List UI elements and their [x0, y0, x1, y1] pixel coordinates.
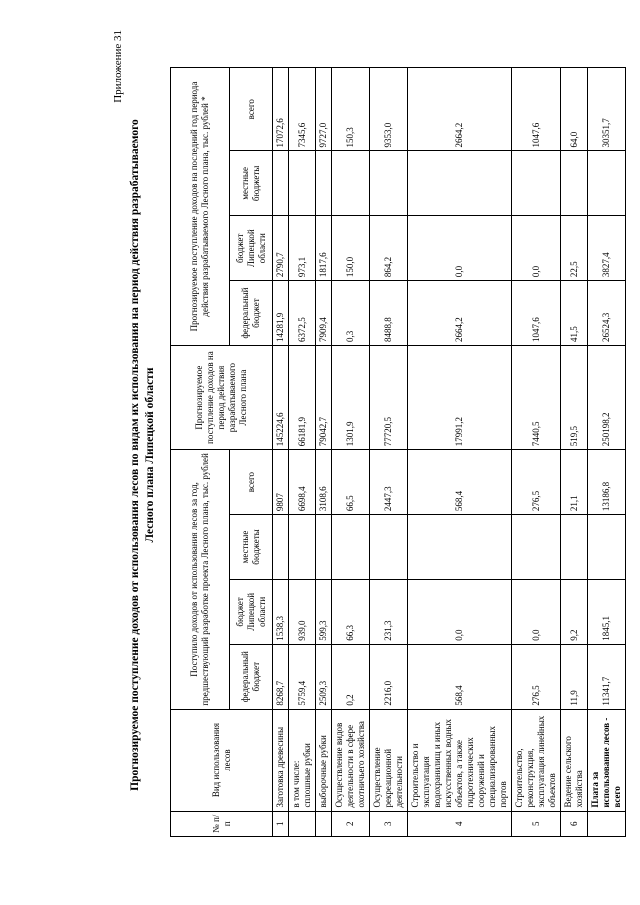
row-value [561, 151, 588, 216]
row-value: 0,3 [332, 281, 370, 346]
row-value: 66,3 [332, 579, 370, 644]
table-row [561, 68, 588, 837]
row-kind: в том числе: сплошные рубки [289, 709, 316, 811]
row-value: 9353,0 [370, 68, 408, 151]
row-value: 7440,5 [512, 346, 561, 450]
header-group-last: Прогнозируемое поступление доходов на последний год периода действия разрабатываемого Лесного плана, тыс. рублей * [171, 68, 230, 346]
header-group-prev: Поступило доходов от использования лесов за год, предшествующий разработке проекта Лесного плана, тыс. рублей [171, 450, 230, 709]
row-value: 5759,4 [289, 644, 316, 709]
row-value: 2216,0 [370, 644, 408, 709]
row-value: 1538,3 [273, 579, 289, 644]
row-value: 0,0 [512, 216, 561, 281]
row-value: 2664,2 [408, 68, 512, 151]
row-number: 5 [512, 811, 561, 836]
row-number [588, 811, 626, 836]
table-row [588, 68, 626, 837]
row-value: 77720,5 [370, 346, 408, 450]
header-total: всего [230, 450, 273, 515]
row-value: 2447,3 [370, 450, 408, 515]
header-regional: бюджет Липецкой области [230, 216, 273, 281]
row-value: 568,4 [408, 644, 512, 709]
page-title [128, 75, 158, 835]
row-value [316, 151, 332, 216]
row-value: 0,0 [408, 216, 512, 281]
row-value: 9807 [273, 450, 289, 515]
row-value: 3108,6 [316, 450, 332, 515]
row-value: 2509,3 [316, 644, 332, 709]
row-value: 6372,5 [289, 281, 316, 346]
row-number: 1 [273, 811, 289, 836]
header-num: № п/п [171, 811, 273, 836]
row-value [273, 151, 289, 216]
header-total: всего [230, 68, 273, 151]
row-value: 250198,2 [588, 346, 626, 450]
row-value: 1817,6 [316, 216, 332, 281]
row-value: 276,5 [512, 450, 561, 515]
row-value [512, 515, 561, 580]
row-kind: Осуществление рекреационной деятельности [370, 709, 408, 811]
row-value: 0,0 [512, 579, 561, 644]
row-value [561, 515, 588, 580]
row-value: 864,2 [370, 216, 408, 281]
row-value [289, 151, 316, 216]
table-row [273, 68, 289, 837]
row-value: 79042,7 [316, 346, 332, 450]
row-value: 8488,8 [370, 281, 408, 346]
row-kind: Плата за использование лесов - всего [588, 709, 626, 811]
row-value: 21,1 [561, 450, 588, 515]
row-value: 599,3 [316, 579, 332, 644]
row-value [588, 151, 626, 216]
row-number [289, 811, 316, 836]
revenue-table [170, 67, 626, 837]
row-value: 150,0 [332, 216, 370, 281]
row-value [332, 151, 370, 216]
row-value: 231,3 [370, 579, 408, 644]
row-kind: Ведение сельского хозяйства [561, 709, 588, 811]
row-value: 519,5 [561, 346, 588, 450]
row-value: 9727,0 [316, 68, 332, 151]
table-row [370, 68, 408, 837]
table-row [316, 68, 332, 837]
row-value: 14281,9 [273, 281, 289, 346]
row-kind: Строительство и эксплуатация водохранилищ и иных искусственных водных объектов, а также гидротехнических сооружений и специализированных портов [408, 709, 512, 811]
row-value [588, 515, 626, 580]
table-row [289, 68, 316, 837]
row-value: 973,1 [289, 216, 316, 281]
row-value: 2664,2 [408, 281, 512, 346]
row-value: 568,4 [408, 450, 512, 515]
row-value: 145224,6 [273, 346, 289, 450]
row-kind: Осуществление видов деятельности в сфере охотничьего хозяйства [332, 709, 370, 811]
row-number: 6 [561, 811, 588, 836]
row-value [316, 515, 332, 580]
row-value: 1301,9 [332, 346, 370, 450]
row-value [273, 515, 289, 580]
row-value: 11,9 [561, 644, 588, 709]
row-value: 17072,6 [273, 68, 289, 151]
row-number: 4 [408, 811, 512, 836]
header-local: местные бюджеты [230, 515, 273, 580]
row-value [408, 151, 512, 216]
row-value: 66181,9 [289, 346, 316, 450]
row-value: 1845,1 [588, 579, 626, 644]
row-value: 17991,2 [408, 346, 512, 450]
row-value: 41,5 [561, 281, 588, 346]
row-value: 2790,7 [273, 216, 289, 281]
row-value: 13186,8 [588, 450, 626, 515]
title-line-1: Прогнозируемое поступление доходов от использования лесов по видам их использования на период действия разрабатываемого [129, 119, 141, 791]
row-value: 1047,6 [512, 281, 561, 346]
appendix-label: Приложение 31 [112, 30, 124, 103]
row-number: 3 [370, 811, 408, 836]
row-value: 64,0 [561, 68, 588, 151]
row-value [512, 151, 561, 216]
header-federal: федеральный бюджет [230, 644, 273, 709]
row-value [408, 515, 512, 580]
row-value [332, 515, 370, 580]
row-value: 3827,4 [588, 216, 626, 281]
row-value: 66,5 [332, 450, 370, 515]
row-value: 0,2 [332, 644, 370, 709]
row-number: 2 [332, 811, 370, 836]
table-row [512, 68, 561, 837]
row-value: 939,0 [289, 579, 316, 644]
row-value: 276,5 [512, 644, 561, 709]
row-value: 11341,7 [588, 644, 626, 709]
row-value: 26524,3 [588, 281, 626, 346]
title-line-2: Лесного плана Липецкой области [144, 367, 156, 543]
row-value [370, 151, 408, 216]
row-kind: Заготовка древесины [273, 709, 289, 811]
row-value: 9,2 [561, 579, 588, 644]
row-kind: выборочные рубки [316, 709, 332, 811]
row-value: 30351,7 [588, 68, 626, 151]
row-value: 6698,4 [289, 450, 316, 515]
row-value: 8268,7 [273, 644, 289, 709]
row-value: 150,3 [332, 68, 370, 151]
row-value [289, 515, 316, 580]
row-value: 0,0 [408, 579, 512, 644]
row-kind: Строительство, реконструкция, эксплуатация линейных объектов [512, 709, 561, 811]
table-body [273, 68, 626, 837]
header-federal: федеральный бюджет [230, 281, 273, 346]
row-value [370, 515, 408, 580]
header-kind: Вид использования лесов [171, 709, 273, 811]
row-number [316, 811, 332, 836]
row-value: 7909,4 [316, 281, 332, 346]
header-forecast-total: Прогнозируемое поступление доходов на период действия разрабатываемого Лесного плана [171, 346, 273, 450]
table-row [408, 68, 512, 837]
row-value: 7345,6 [289, 68, 316, 151]
row-value: 1047,6 [512, 68, 561, 151]
header-regional: бюджет Липецкой области [230, 579, 273, 644]
table-row [332, 68, 370, 837]
row-value: 22,5 [561, 216, 588, 281]
header-local: местные бюджеты [230, 151, 273, 216]
